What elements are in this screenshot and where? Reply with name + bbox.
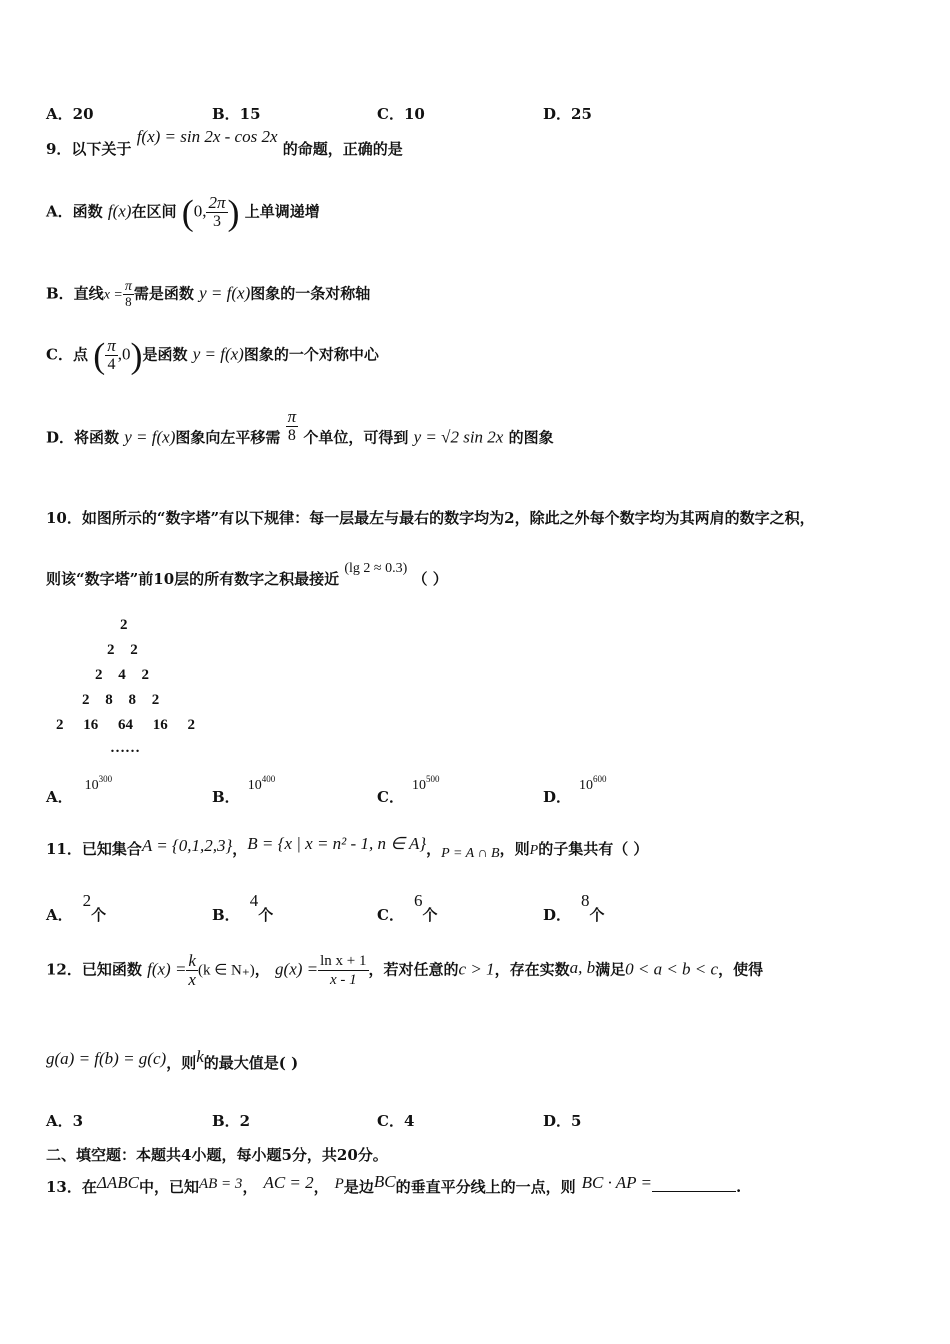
q12-mid4: ，使得 <box>718 960 764 979</box>
q11-set-p: P = A ∩ B <box>441 846 500 861</box>
tower-cell: 2 <box>130 642 138 658</box>
left-paren: ( <box>181 192 194 233</box>
q9-option-a <box>46 194 320 231</box>
q12-mid1: ，若对任意的 <box>368 960 459 979</box>
q13-dot-product: BC · AP = <box>581 1173 652 1192</box>
q13-mid2: 是边 <box>343 1178 374 1196</box>
comma: ， <box>242 1178 258 1196</box>
q10-line1: 10．如图所示的“数字塔”有以下规律：每一层最左与最右的数字均为2，除此之外每个数字均为其两肩的数字之积， <box>46 509 815 527</box>
q9-c-func: y = f(x) <box>192 344 244 364</box>
q9-option-d <box>46 407 554 457</box>
q10-answer-paren: （ ） <box>412 570 448 588</box>
tower-cell: 16 <box>152 717 168 733</box>
q9-function: f(x) = sin 2x - cos 2x <box>136 127 278 146</box>
q12-g-fraction: $\frac{\text{ln x + 1}}{x - 1}$ <box>320 953 367 988</box>
q11-p: P <box>529 843 539 858</box>
q13-period: . <box>735 1178 742 1196</box>
q12-ineq: 0 < a < b < c <box>625 959 719 979</box>
q11-option-c: C．6个 <box>377 891 438 924</box>
q13-stem <box>46 1172 742 1197</box>
q9-c-mid: 是函数 <box>142 345 188 364</box>
q11-prefix: 11．已知集合 <box>46 840 142 858</box>
q13-mid3: 的垂直平分线上的一点，则 <box>395 1178 576 1196</box>
tower-cell: 64 <box>118 717 133 733</box>
comma: ， <box>313 1178 329 1196</box>
q9-b-func: y = f(x) <box>199 283 251 303</box>
q12-f-lhs: f(x) = <box>147 959 187 979</box>
q12-mid2: ，存在实数 <box>494 960 570 979</box>
q10-line2-text: 则该“数字塔”前10层的所有数字之积最接近 <box>46 570 340 588</box>
q9-d-fraction: $\frac{\pi}{8}$ <box>287 407 297 444</box>
left-paren: ( <box>93 335 106 376</box>
tower-row-4 <box>82 692 159 709</box>
q12-stem <box>46 952 763 989</box>
q11-set-b: B = {x | x = n² - 1, n ∈ A} <box>247 834 427 853</box>
q8-option-d: D．25 <box>543 105 592 123</box>
q13-bc: BC <box>373 1172 396 1191</box>
comma: ， <box>426 840 442 858</box>
q12-f-fraction: $\frac{k}{x}$ <box>188 951 196 989</box>
q12-ab: a, b <box>569 957 596 977</box>
q9-a-interval-left: 0, <box>193 201 207 221</box>
q9-a-func: f(x) <box>107 201 132 221</box>
q9-d-func: y = f(x) <box>124 427 176 447</box>
q13-answer-blank[interactable] <box>652 1177 736 1192</box>
q9-a-prefix: A．函数 <box>46 202 103 221</box>
q9-a-fraction: $\frac{2\pi}{3}$ <box>208 193 226 230</box>
q9-d-mid2: 个单位，可得到 <box>303 428 409 447</box>
q8-option-c: C．10 <box>377 105 425 123</box>
q9-a-tail: 上单调递增 <box>244 202 320 221</box>
tower-row-1 <box>120 617 128 634</box>
tower-row-5 <box>56 717 195 734</box>
q9-c-prefix: C．点 <box>46 345 88 364</box>
q12-c-cond: c > 1 <box>458 959 495 979</box>
q9-d-prefix: D．将函数 <box>46 428 120 447</box>
q13-triangle: ΔABC <box>96 1173 139 1192</box>
q9-option-c <box>46 337 379 374</box>
q9-a-mid: 在区间 <box>131 202 177 221</box>
right-paren: ) <box>227 192 240 233</box>
q11-option-a: A．2个 <box>46 891 107 924</box>
tower-cell: 2 <box>187 717 195 733</box>
q13-prefix: 13．在 <box>46 1178 97 1196</box>
tower-cell: 2 <box>107 642 115 658</box>
q8-option-b: B．15 <box>212 105 261 123</box>
q9-c-zero: ,0 <box>117 344 131 364</box>
q12-tail: 的最大值是( ) <box>203 1054 299 1072</box>
comma: ， <box>254 960 270 979</box>
q12-equation: g(a) = f(b) = g(c) <box>46 1049 167 1068</box>
tower-cell: 2 <box>82 692 90 708</box>
q9-option-b <box>46 280 370 309</box>
q9-d-tail: 的图象 <box>508 428 554 447</box>
comma: ， <box>232 840 248 858</box>
tower-cell: 2 <box>120 617 128 633</box>
q10-line2 <box>46 561 448 589</box>
q9-c-fraction: $\frac{\pi}{4}$ <box>107 336 116 373</box>
q9-b-x: x = <box>103 287 123 303</box>
q11-set-a: A = {0,1,2,3} <box>141 836 233 855</box>
q13-p: P <box>334 1176 344 1192</box>
tower-row-3 <box>95 667 149 684</box>
tower-cell: 8 <box>105 692 113 708</box>
q9-b-prefix: B．直线 <box>46 284 104 303</box>
q11-stem <box>46 834 649 861</box>
q11-option-b: B．4个 <box>212 891 274 924</box>
q12-f-cond: (k ∈ N₊) <box>197 962 255 979</box>
q11-tail: 的子集共有（ ） <box>538 840 649 858</box>
tower-cell: 8 <box>128 692 136 708</box>
q9-b-tail: 图象的一条对称轴 <box>250 284 371 303</box>
q9-tail: 的命题，正确的是 <box>282 140 403 158</box>
q13-mid1: 中，已知 <box>138 1178 199 1196</box>
tower-ellipsis: …… <box>110 740 140 756</box>
section-2-heading: 二、填空题：本题共4小题，每小题5分，共20分。 <box>46 1146 388 1164</box>
tower-cell: 16 <box>83 717 99 733</box>
q11-option-d: D．8个 <box>543 891 605 924</box>
q9-stem <box>46 127 403 159</box>
tower-row-2 <box>107 642 138 659</box>
q9-b-fraction: $\frac{\pi}{8}$ <box>124 279 132 309</box>
q8-option-a: A．20 <box>46 105 94 123</box>
q12-option-b: B．2 <box>212 1112 251 1130</box>
q10-option-a: A．$10^{300}$ <box>46 774 113 806</box>
q13-ab: AB = 3 <box>198 1176 243 1192</box>
q10-option-b: B．$10^{400}$ <box>212 774 276 806</box>
q12-stem-line2 <box>46 1047 299 1073</box>
q12-k: k <box>196 1047 204 1066</box>
q9-b-mid: 需是函数 <box>133 284 194 303</box>
q9-number: 9．以下关于 <box>46 140 132 158</box>
q12-g-lhs: g(x) = <box>275 959 319 979</box>
right-paren: ) <box>130 335 143 376</box>
q10-option-c: C．$10^{500}$ <box>377 774 440 806</box>
tower-cell: 2 <box>95 667 103 683</box>
tower-cell: 2 <box>56 717 64 733</box>
q9-c-tail: 图象的一个对称中心 <box>243 345 379 364</box>
tower-cell: 4 <box>118 667 126 683</box>
q9-d-target-func: y = √2 sin 2x <box>413 427 504 447</box>
q9-d-mid: 图象向左平移需 <box>175 428 281 447</box>
tower-cell: 2 <box>141 667 149 683</box>
q12-prefix: 12．已知函数 <box>46 960 142 979</box>
tower-cell: 2 <box>151 692 160 708</box>
q12-option-d: D．5 <box>543 1112 582 1130</box>
q12-option-c: C．4 <box>377 1112 415 1130</box>
q13-ac: AC = 2 <box>263 1173 314 1192</box>
q12-option-a: A．3 <box>46 1112 84 1130</box>
q10-hint: (lg 2 ≈ 0.3) <box>344 561 408 576</box>
q10-option-d: D．$10^{600}$ <box>543 774 607 806</box>
q12-mid3: 满足 <box>595 960 626 979</box>
q12-mid5: ，则 <box>166 1054 197 1072</box>
q11-mid: ，则 <box>499 840 530 858</box>
